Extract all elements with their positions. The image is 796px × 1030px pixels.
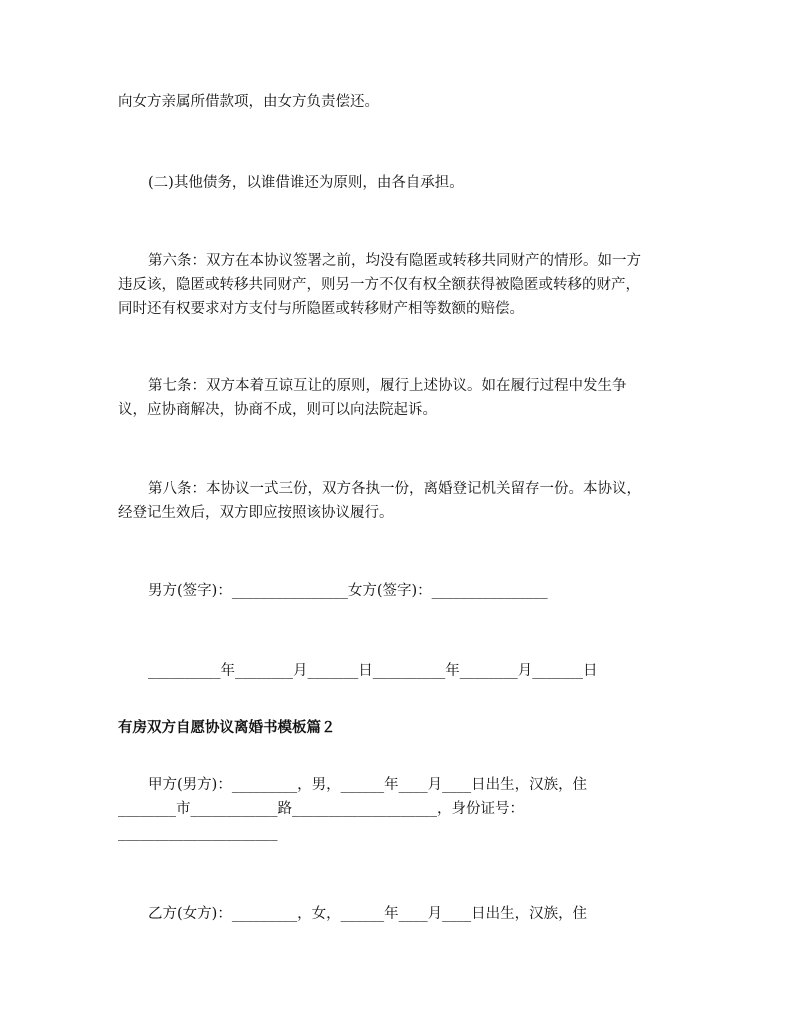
text-line: ______________________: [118, 825, 278, 841]
text-line: 第六条：双方在本协议签署之前，均没有隐匿或转移共同财产的情形。如一方: [148, 253, 641, 269]
text-line: 违反该，隐匿或转移共同财产，则另一方不仅有权全额获得被隐匿或转移的财产，: [118, 277, 640, 293]
paragraph-party-a: [118, 773, 684, 845]
text-line: 议，应协商解决，协商不成，则可以向法院起诉。: [118, 402, 437, 418]
section-heading: [118, 716, 684, 740]
paragraph-party-b: [118, 902, 684, 926]
paragraph-other-debts: [118, 171, 684, 195]
text-line: __________年________月_______日__________年________月_______日: [148, 663, 598, 679]
text-line: 第八条：本协议一式三份，双方各执一份，离婚登记机关留存一份。本协议，: [148, 481, 641, 497]
text-line: 同时还有权要求对方支付与所隐匿或转移财产相等数额的赔偿。: [118, 301, 524, 317]
text-line: 乙方(女方)：_________，女，______年____月____日出生，汉族，住: [148, 906, 588, 922]
paragraph-article-six: [118, 249, 684, 321]
text-line: 甲方(男方)：_________，男，______年____月____日出生，汉族，住: [148, 777, 588, 793]
text-line: 第七条：双方本着互谅互让的原则，履行上述协议。如在履行过程中发生争: [148, 378, 627, 394]
heading-text: 有房双方自愿协议离婚书模板篇２: [118, 720, 336, 736]
paragraph-article-seven: [118, 374, 684, 422]
text-line: 男方(签字)：________________女方(签字)：________________: [148, 583, 548, 599]
text-line: 向女方亲属所借款项，由女方负责偿还。: [118, 94, 379, 110]
date-line: [118, 659, 684, 683]
paragraph-debt-wife-relatives: [118, 90, 684, 114]
paragraph-article-eight: [118, 477, 684, 525]
signature-line: [118, 579, 684, 603]
text-line: (二)其他债务，以谁借谁还为原则，由各自承担。: [148, 175, 464, 191]
text-line: ________市____________路____________________，身份证号：: [118, 801, 524, 817]
text-line: 经登记生效后，双方即应按照该协议履行。: [118, 505, 394, 521]
